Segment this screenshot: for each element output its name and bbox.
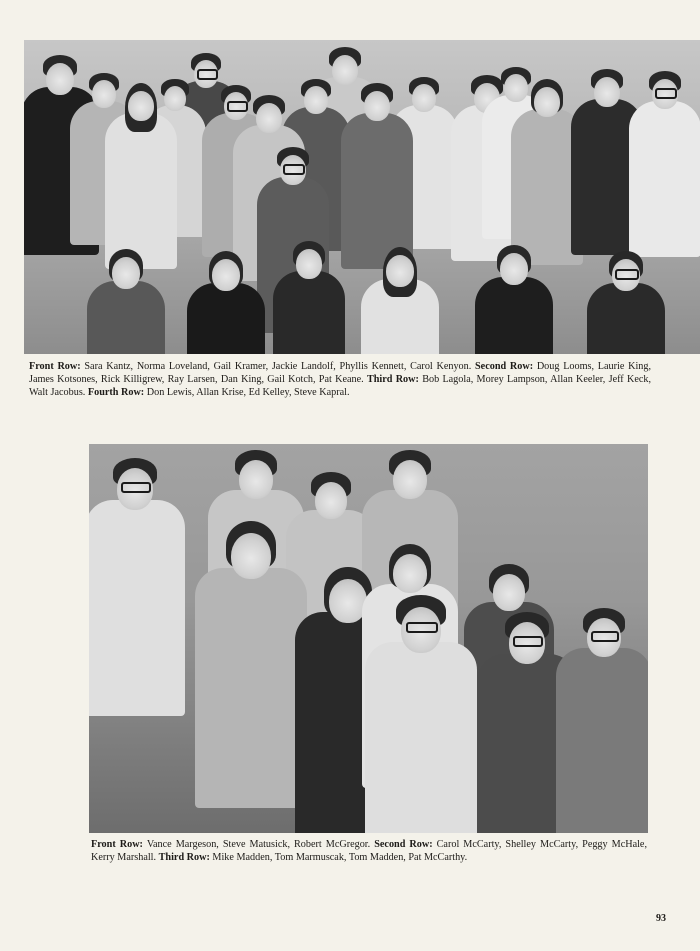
caption-top-label: Front Row: xyxy=(29,361,81,372)
caption-top-names: Don Lewis, Allan Krise, Ed Kelley, Steve Kapral. xyxy=(146,387,350,398)
caption-bottom-label: Third Row: xyxy=(158,852,210,863)
caption-bottom xyxy=(91,838,647,864)
caption-top-label: Fourth Row: xyxy=(87,387,145,398)
caption-top xyxy=(29,360,651,399)
caption-top-label: Second Row: xyxy=(475,361,534,372)
page-number: 93 xyxy=(656,913,666,924)
caption-top-names: Bob Lagola, Morey Lampson, Allan Keeler, Jeff Keck, Walt Jacobus. xyxy=(29,374,652,398)
group-photo-bottom xyxy=(89,444,648,833)
group-photo-top xyxy=(24,40,700,354)
caption-bottom-names: Carol McCarty, Shelley McCarty, Peggy McHale, Kerry Marshall. xyxy=(91,839,648,863)
caption-bottom-names: Vance Margeson, Steve Matusick, Robert McGregor. xyxy=(146,839,371,850)
caption-top-names: Doug Looms, Laurie King, James Kotsones, Rick Killigrew, Ray Larsen, Dan King, Gail Kotch, Pat Keane. xyxy=(29,361,652,385)
caption-top-names: Sara Kantz, Norma Loveland, Gail Kramer, Jackie Landolf, Phyllis Kennett, Carol Kenyon. xyxy=(84,361,472,372)
caption-bottom-label: Second Row: xyxy=(374,839,433,850)
caption-top-label: Third Row: xyxy=(366,374,419,385)
caption-bottom-names: Mike Madden, Tom Marmuscak, Tom Madden, Pat McCarthy. xyxy=(212,852,468,863)
caption-bottom-label: Front Row: xyxy=(91,839,143,850)
